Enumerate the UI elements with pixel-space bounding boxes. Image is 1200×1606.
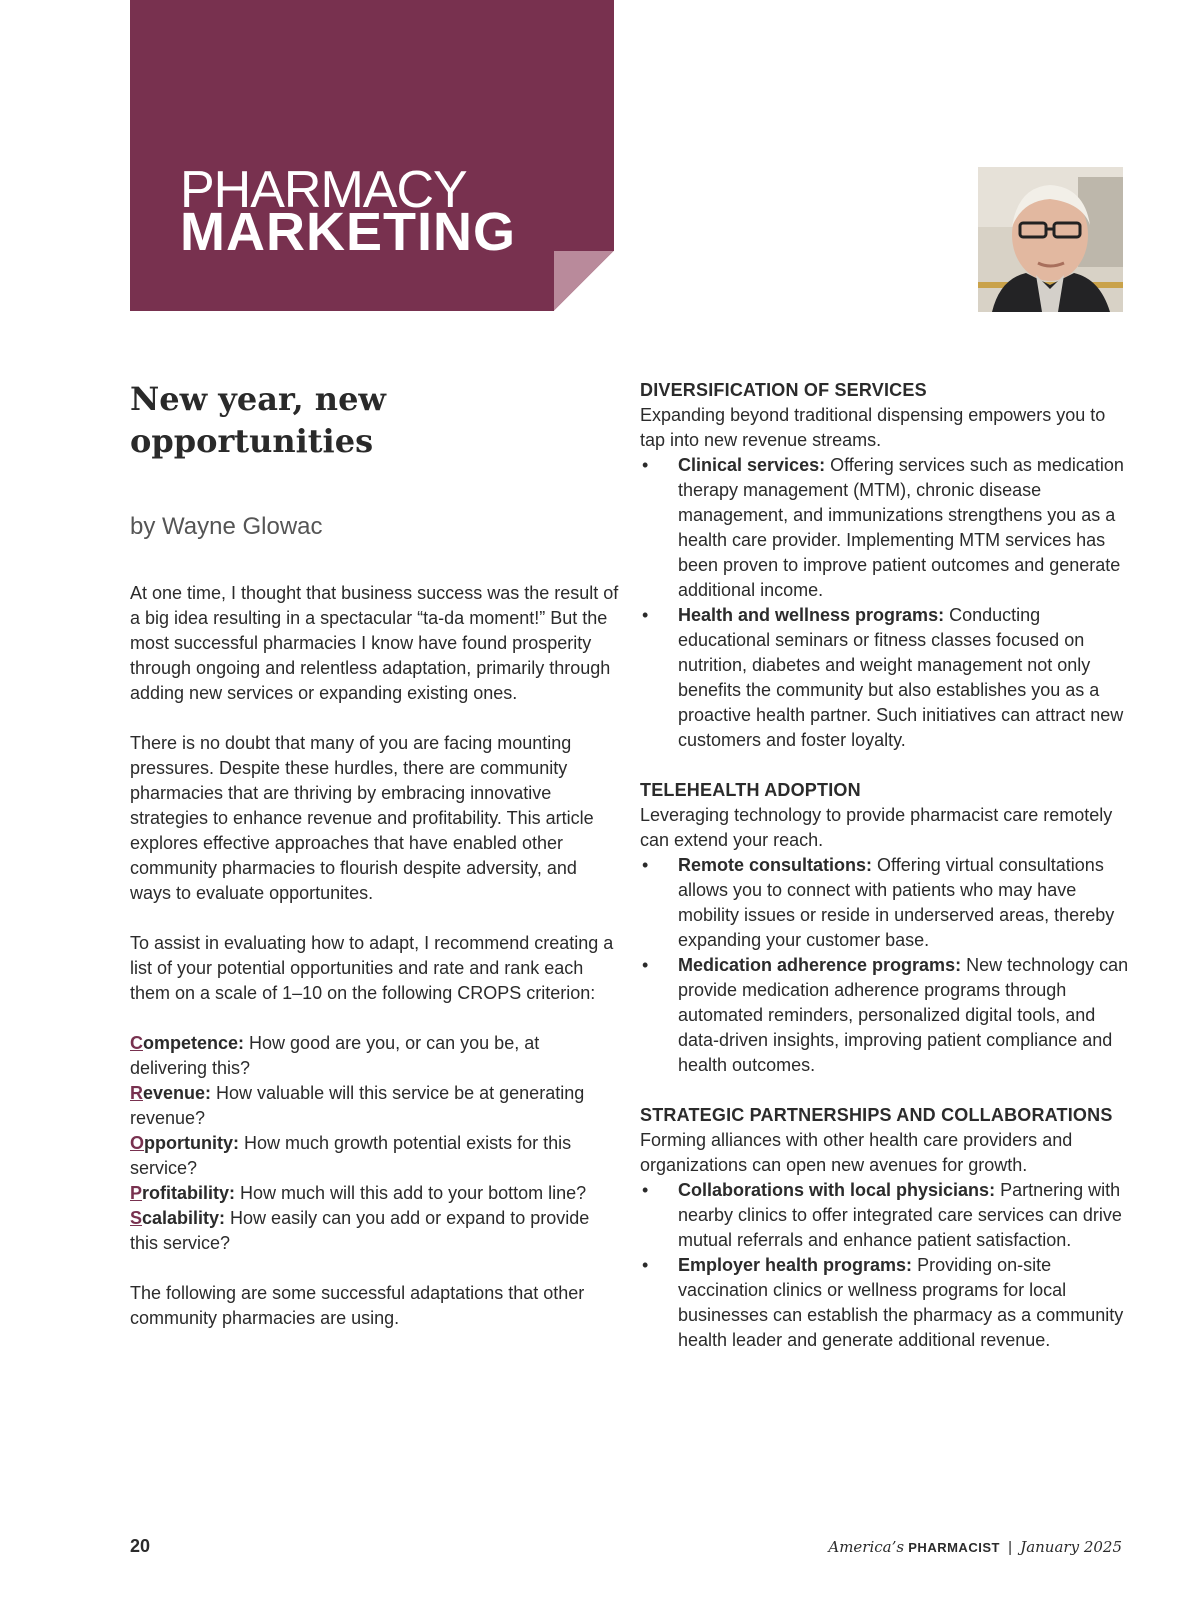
footer-separator: |	[1008, 1539, 1013, 1556]
crops-label: pportunity:	[144, 1133, 239, 1153]
bullet-text: Conducting educational seminars or fitness classes focused on nutrition, diabetes and weight management not only benefits the community but also establishes you as a proactive health partner. Such initiatives can attract new customers and foster loyalty.	[678, 605, 1124, 750]
crops-label: ompetence:	[143, 1033, 245, 1053]
crops-item-opportunity	[130, 1131, 620, 1181]
bullet-item	[640, 853, 1130, 953]
page-fold-corner	[554, 251, 614, 311]
bullet-label: Health and wellness programs:	[678, 605, 945, 625]
crops-label: evenue:	[143, 1083, 212, 1103]
bullet-icon: •	[642, 955, 649, 975]
crops-description: How much growth potential exists for this service?	[130, 1133, 572, 1178]
page-number: 20	[130, 1536, 151, 1556]
bullet-label: Medication adherence programs:	[678, 955, 962, 975]
section-intro: Leveraging technology to provide pharmacist care remotely can extend your reach.	[640, 805, 1113, 850]
bullet-text: Offering virtual consultations allows you to connect with patients who may have mobility issues or reside in underserved areas, thereby expanding your customer base.	[678, 855, 1115, 950]
bullet-icon: •	[642, 855, 649, 875]
section-telehealth	[640, 778, 1130, 1078]
crops-letter: O	[130, 1133, 145, 1153]
section-heading: STRATEGIC PARTNERSHIPS AND COLLABORATIONS	[640, 1105, 1113, 1125]
closing-paragraph: The following are some successful adaptations that other community pharmacies are using.	[130, 1283, 585, 1328]
bullet-label: Remote consultations:	[678, 855, 873, 875]
bullet-text: Partnering with nearby clinics to offer integrated care services can drive mutual referrals and enhance patient satisfaction.	[678, 1180, 1122, 1250]
intro-paragraph-1: At one time, I thought that business success was the result of a big idea resulting in a spectacular “ta-da moment!” But the most successful pharmacies I know have found prosperity through ongoing and relentless adaptation, primarily through adding new services or expanding existing ones.	[130, 583, 619, 703]
bullet-icon: •	[642, 605, 649, 625]
bullet-label: Employer health programs:	[678, 1255, 913, 1275]
intro-paragraph-3: To assist in evaluating how to adapt, I recommend creating a list of your potential opportunities and rate and rank each them on a scale of 1–10 on the following CROPS criterion:	[130, 933, 614, 1003]
bullet-item	[640, 603, 1130, 753]
crops-description: How easily can you add or expand to provide this service?	[130, 1208, 590, 1253]
section-heading: DIVERSIFICATION OF SERVICES	[640, 380, 927, 400]
bullet-item	[640, 953, 1130, 1078]
bullet-text: Providing on-site vaccination clinics or wellness programs for local businesses can establish the pharmacy as a community health leader and generate additional revenue.	[678, 1255, 1124, 1350]
bullet-icon: •	[642, 1180, 649, 1200]
crops-letter: C	[130, 1033, 143, 1053]
crops-item-scalability	[130, 1206, 620, 1256]
bullet-icon: •	[642, 1255, 649, 1275]
crops-item-competence	[130, 1031, 620, 1081]
magazine-prefix: America’s	[828, 1538, 905, 1556]
magazine-name: PHARMACIST	[908, 1540, 1000, 1555]
section-intro: Expanding beyond traditional dispensing empowers you to tap into new revenue streams.	[640, 405, 1106, 450]
crops-item-revenue	[130, 1081, 620, 1131]
bullet-label: Collaborations with local physicians:	[678, 1180, 996, 1200]
bullet-list	[640, 453, 1130, 753]
bullet-list	[640, 1178, 1130, 1353]
section-banner	[130, 0, 614, 311]
article-right-column	[640, 378, 1130, 1353]
crops-letter: P	[130, 1183, 143, 1203]
bullet-item	[640, 1253, 1130, 1353]
crops-description: How valuable will this service be at generating revenue?	[130, 1083, 585, 1128]
bullet-label: Clinical services:	[678, 455, 826, 475]
section-diversification	[640, 378, 1130, 753]
article-left-column	[130, 378, 620, 1331]
section-title: MARKETING	[180, 202, 516, 262]
crops-label: rofitability:	[142, 1183, 236, 1203]
article-title-line-2: opportunities	[130, 422, 374, 460]
bullet-text: Offering services such as medication therapy management (MTM), chronic disease management, and immunizations strengthens you as a health care provider. Implementing MTM services has been proven to improve patient outcomes and generate additional income.	[678, 455, 1124, 600]
running-footer	[828, 1538, 1122, 1556]
crops-label: calability:	[142, 1208, 226, 1228]
section-intro: Forming alliances with other health care providers and organizations can open new avenues for growth.	[640, 1130, 1073, 1175]
bullet-item	[640, 1178, 1130, 1253]
bullet-item	[640, 453, 1130, 603]
issue-date: January 2025	[1020, 1538, 1122, 1556]
author-portrait-image	[978, 167, 1123, 312]
crops-letter: R	[130, 1083, 143, 1103]
section-partnerships	[640, 1103, 1130, 1353]
section-heading: TELEHEALTH ADOPTION	[640, 780, 861, 800]
intro-paragraph-2: There is no doubt that many of you are facing mounting pressures. Despite these hurdles, there are community pharmacies that are thriving by embracing innovative strategies to enhance revenue and profitability. This article explores effective approaches that have enabled other community pharmacies to flourish despite adversity, and ways to evaluate opportunites.	[130, 733, 594, 903]
article-title	[130, 378, 620, 462]
byline: by Wayne Glowac	[130, 513, 323, 540]
crops-description: How much will this add to your bottom line?	[235, 1183, 587, 1203]
bullet-list	[640, 853, 1130, 1078]
bullet-text: New technology can provide medication adherence programs through automated reminders, personalized digital tools, and data-driven insights, improving patient compliance and health outcomes.	[678, 955, 1129, 1075]
author-photo	[978, 167, 1123, 312]
crops-item-profitability	[130, 1181, 620, 1206]
crops-description: How good are you, or can you be, at delivering this?	[130, 1033, 540, 1078]
bullet-icon: •	[642, 455, 649, 475]
section-kicker: PHARMACY	[180, 161, 467, 219]
article-title-line-1: New year, new	[130, 380, 386, 418]
crops-letter: S	[130, 1208, 143, 1228]
crops-criteria-list	[130, 1031, 620, 1256]
